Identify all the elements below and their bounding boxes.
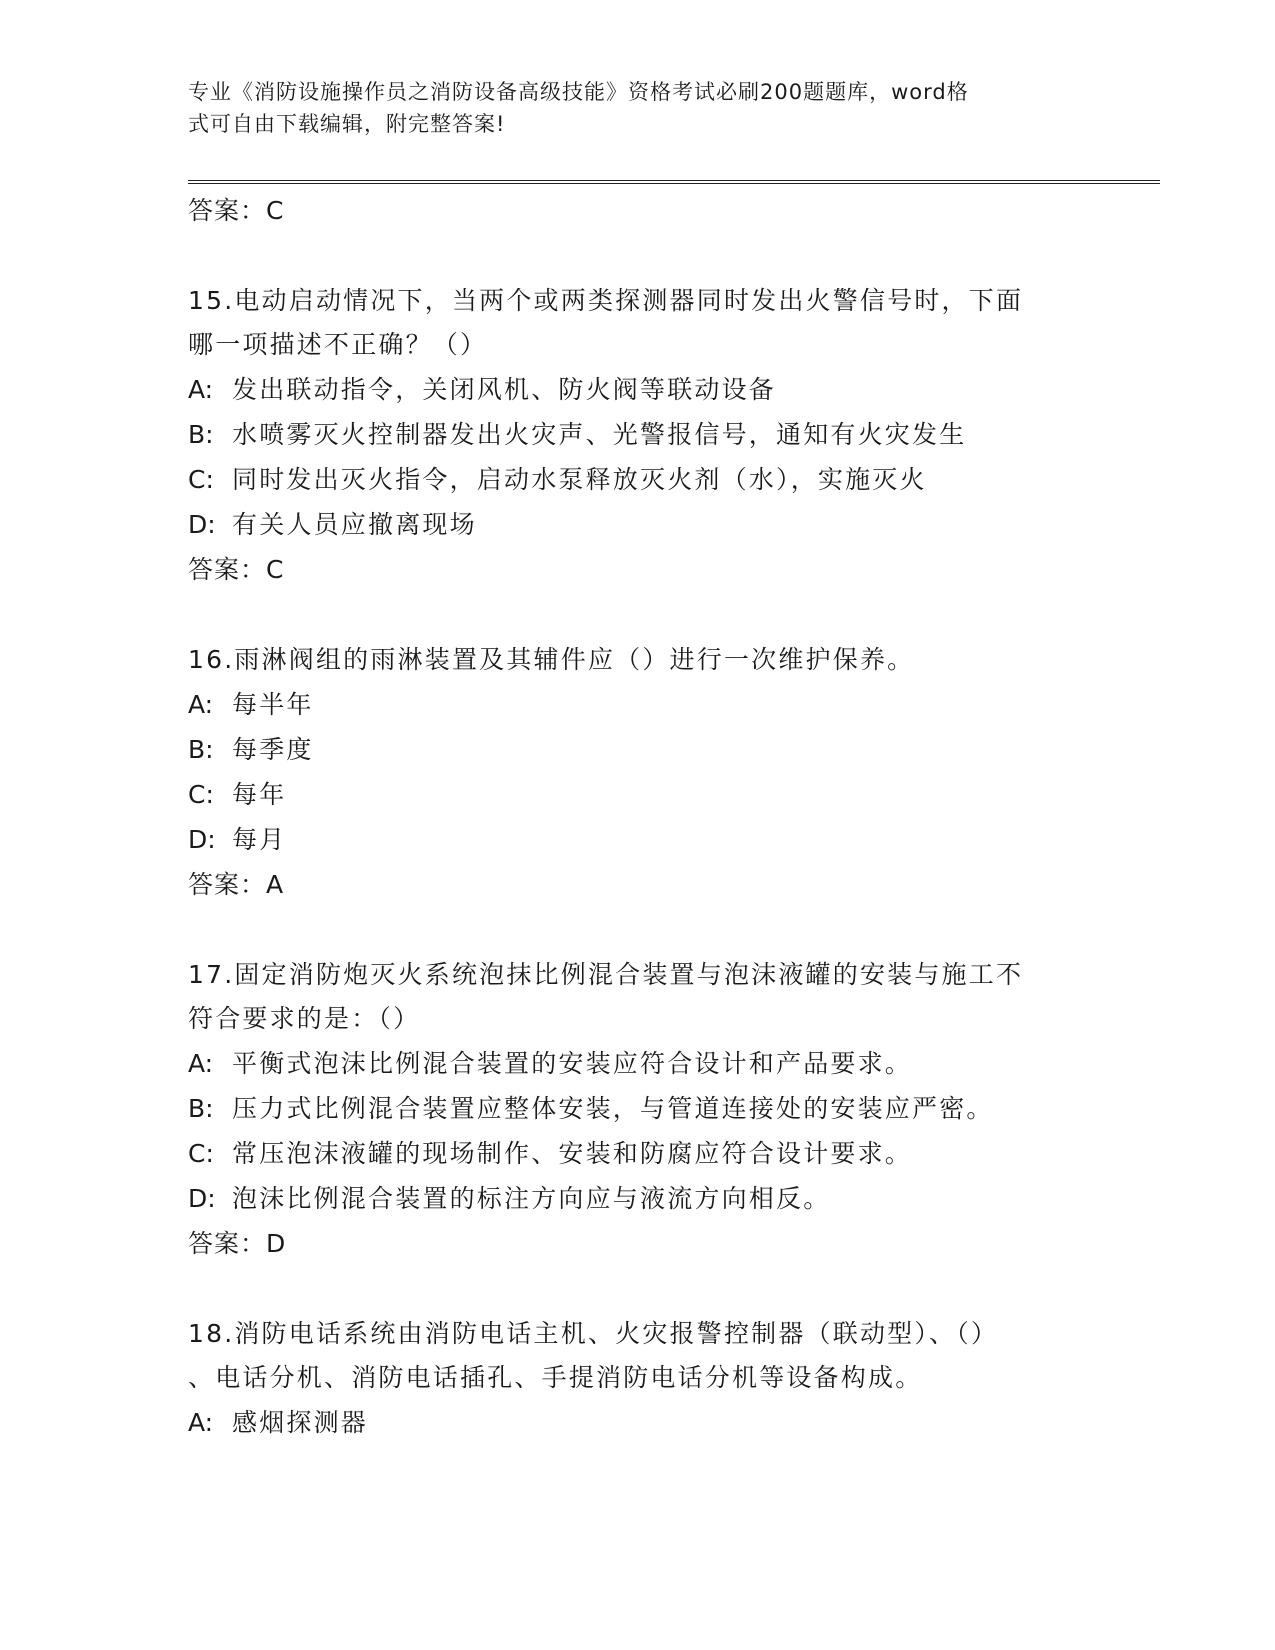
option-label: B: <box>188 735 214 764</box>
option-b <box>188 727 1088 772</box>
question-text: 哪一项描述不正确？（） <box>188 330 488 359</box>
spacer <box>188 234 1088 279</box>
option-text: 平衡式泡沫比例混合装置的安装应符合设计和产品要求。 <box>232 1049 913 1078</box>
option-d <box>188 817 1088 862</box>
option-text: 每季度 <box>232 735 314 764</box>
question-text: 16.雨淋阀组的雨淋装置及其辅件应（）进行一次维护保养。 <box>188 645 915 674</box>
option-text: 每年 <box>232 780 287 809</box>
question-text: 、电话分机、消防电话插孔、手提消防电话分机等设备构成。 <box>188 1363 923 1392</box>
option-a <box>188 367 1088 412</box>
option-label: A: <box>188 690 214 719</box>
option-label: A: <box>188 1049 214 1078</box>
answer-line: 答案：C <box>188 196 285 225</box>
header-line-2: 式可自由下载编辑，附完整答案! <box>188 112 506 136</box>
option-a <box>188 682 1088 727</box>
option-label: A: <box>188 1408 214 1437</box>
question-text: 15.电动启动情况下，当两个或两类探测器同时发出火警信号时，下面 <box>188 286 1024 315</box>
option-label: D: <box>188 1184 216 1213</box>
option-text: 每半年 <box>232 690 314 719</box>
spacer <box>188 908 1088 953</box>
question-text: 符合要求的是：（） <box>188 1004 421 1033</box>
spacer <box>188 1267 1088 1312</box>
option-a <box>188 1041 1088 1086</box>
answer-line: 答案：D <box>188 1229 287 1258</box>
option-text: 发出联动指令，关闭风机、防火阀等联动设备 <box>232 375 777 404</box>
header-line-1: 专业《消防设施操作员之消防设备高级技能》资格考试必刷200题题库，word格 <box>188 80 969 104</box>
option-text: 常压泡沫液罐的现场制作、安装和防腐应符合设计要求。 <box>232 1139 913 1168</box>
question-block <box>188 1312 1088 1445</box>
question-block <box>188 953 1088 1267</box>
option-c <box>188 772 1088 817</box>
question-list <box>188 188 1088 1445</box>
option-c <box>188 1131 1088 1176</box>
option-text: 压力式比例混合装置应整体安装，与管道连接处的安装应严密。 <box>232 1094 994 1123</box>
option-text: 水喷雾灭火控制器发出火灾声、光警报信号，通知有火灾发生 <box>232 420 967 449</box>
spacer <box>188 593 1088 638</box>
option-label: B: <box>188 1094 214 1123</box>
option-text: 同时发出灭火指令，启动水泵释放灭火剂（水），实施灭火 <box>232 465 927 494</box>
option-text: 感烟探测器 <box>232 1408 369 1437</box>
answer-line: 答案：A <box>188 870 285 899</box>
page-header <box>188 76 1068 140</box>
option-d <box>188 502 1088 547</box>
question-text: 18.消防电话系统由消防电话主机、火灾报警控制器（联动型）、（） <box>188 1319 999 1348</box>
question-block <box>188 638 1088 908</box>
option-label: A: <box>188 375 214 404</box>
option-label: C: <box>188 780 214 809</box>
answer-line: 答案：C <box>188 555 285 584</box>
option-label: D: <box>188 510 216 539</box>
option-label: C: <box>188 1139 214 1168</box>
option-d <box>188 1176 1088 1221</box>
option-label: C: <box>188 465 214 494</box>
option-b <box>188 1086 1088 1131</box>
option-label: D: <box>188 825 216 854</box>
option-b <box>188 412 1088 457</box>
question-text: 17.固定消防炮灭火系统泡抹比例混合装置与泡沫液罐的安装与施工不 <box>188 960 1024 989</box>
option-c <box>188 457 1088 502</box>
question-block <box>188 279 1088 593</box>
option-text: 有关人员应撤离现场 <box>232 510 477 539</box>
option-a <box>188 1400 1088 1445</box>
option-text: 每月 <box>232 825 287 854</box>
header-divider <box>188 180 1160 184</box>
option-label: B: <box>188 420 214 449</box>
option-text: 泡沫比例混合装置的标注方向应与液流方向相反。 <box>232 1184 831 1213</box>
